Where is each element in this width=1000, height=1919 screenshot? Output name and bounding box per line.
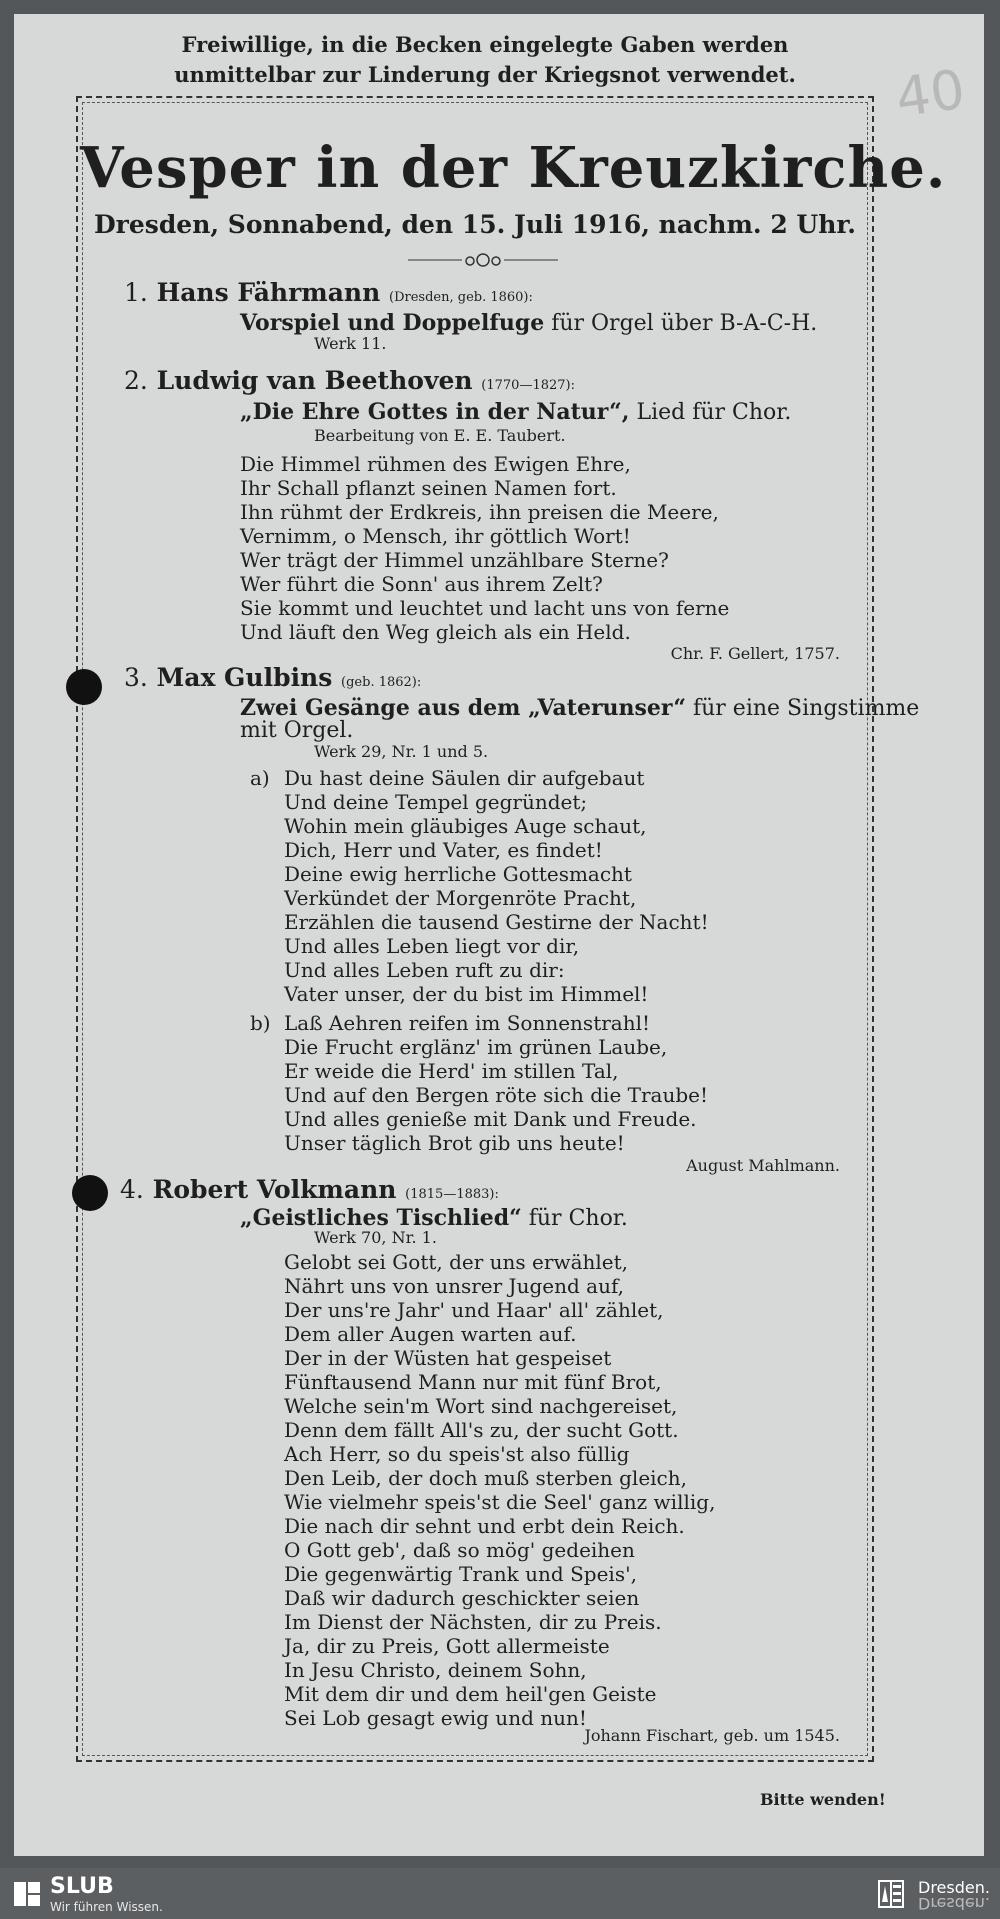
event-date-line: Dresden, Sonnabend, den 15. Juli 1916, nachm. 2 Uhr. [94, 210, 856, 239]
punch-hole [72, 1175, 108, 1211]
program-item-1-heading: 1. Hans Fährmann (Dresden, geb. 1860): [124, 278, 533, 307]
program-item-1-work: Vorspiel und Doppelfuge für Orgel über B-A-C-H. [240, 310, 818, 336]
part-b-label: b) [250, 1011, 271, 1035]
program-item-2-author: Chr. F. Gellert, 1757. [670, 644, 840, 663]
dresden-name-reflection: Dresden. [918, 1894, 990, 1913]
program-item-4-author: Johann Fischart, geb. um 1545. [584, 1726, 840, 1745]
program-item-4-verse: Gelobt sei Gott, der uns erwählet, Nährt uns von unsrer Jugend auf, Der uns're Jahr' und Haar' all' zählet, Dem aller Augen warten auf. Der in der Wüsten hat gespeiset Fünftausend Mann nur mit fünf Brot, Welche sein'm Wort sind nachgereiset, Denn dem fällt All's zu, der sucht Gott. Ach Herr, so du speis'st also füllig Den Leib, der doch muß sterben gleich, Wie vielmehr speis'st die Seel' ganz willig, Die nach dir sehnt und erbt dein Reich. O Gott geb', daß so mög' gedeihen Die gegenwärtig Trank und Speis', Daß wir dadurch geschickter seien Im Dienst der Nächsten, dir zu Preis. Ja, dir zu Preis, Gott allermeiste In Jesu Christo, deinem Sohn, Mit dem dir und dem heil'gen Geiste Sei Lob gesagt ewig und nun! [284, 1250, 716, 1730]
program-item-2-heading: 2. Ludwig van Beethoven (1770—1827): [124, 366, 575, 395]
composer-name: Robert Volkmann [152, 1175, 397, 1204]
composer-dates: (1815—1883): [405, 1187, 499, 1202]
ornament-divider-icon [408, 248, 558, 272]
composer-dates: (Dresden, geb. 1860): [389, 290, 533, 305]
composer-name: Ludwig van Beethoven [156, 366, 473, 395]
program-item-4-work: „Geistliches Tischlied“ für Chor. [240, 1205, 628, 1231]
handwritten-page-number: 40 [891, 57, 969, 130]
slub-name: SLUB [50, 1874, 114, 1899]
donation-notice [120, 30, 850, 90]
dresden-name: Dresden. [918, 1878, 990, 1897]
program-item-4-heading: 4. Robert Volkmann (1815—1883): [120, 1175, 499, 1204]
program-item-3-heading: 3. Max Gulbins (geb. 1862): [124, 663, 422, 692]
composer-name: Max Gulbins [156, 663, 333, 692]
program-item-4-opus: Werk 70, Nr. 1. [314, 1228, 437, 1247]
program-item-3-opus: Werk 29, Nr. 1 und 5. [314, 742, 489, 761]
program-item-2-verse: Die Himmel rühmen des Ewigen Ehre, Ihr Schall pflanzt seinen Namen fort. Ihn rühmt der Erdkreis, ihn preisen die Meere, Vernimm, o Mensch, ihr göttlich Wort! Wer trägt der Himmel unzählbare Sterne? Wer führt die Sonn' aus ihrem Zelt? Sie kommt und leuchtet und lacht uns von ferne Und läuft den Weg gleich als ein Held. [240, 452, 730, 644]
page-title: Vesper in der Kreuzkirche. [80, 135, 947, 201]
slub-logo-icon [12, 1880, 42, 1908]
footer-bar [0, 1868, 1000, 1919]
program-item-2-work: „Die Ehre Gottes in der Natur“, Lied für Chor. [240, 399, 792, 425]
notice-line-2: unmittelbar zur Linderung der Kriegsnot verwendet. [174, 62, 796, 87]
composer-dates: (1770—1827): [481, 378, 575, 393]
program-item-3-work: Zwei Gesänge aus dem „Vaterunser“ für eine Singstimme [240, 695, 920, 721]
program-item-1-opus: Werk 11. [314, 334, 387, 353]
punch-hole [66, 669, 102, 705]
dresden-crest-icon [878, 1880, 904, 1908]
slub-tagline: Wir führen Wissen. [50, 1900, 163, 1914]
notice-line-1: Freiwillige, in die Becken eingelegte Gaben werden [181, 32, 789, 57]
composer-dates: (geb. 1862): [341, 675, 422, 690]
composer-name: Hans Fährmann [156, 278, 381, 307]
part-a-label: a) [250, 766, 270, 790]
program-item-3-author: August Mahlmann. [686, 1156, 840, 1175]
program-item-3-part-b-verse: Laß Aehren reifen im Sonnenstrahl! Die Frucht erglänz' im grünen Laube, Er weide die Herd' im stillen Tal, Und auf den Bergen röte sich die Traube! Und alles genieße mit Dank und Freude. Unser täglich Brot gib uns heute! [284, 1011, 709, 1155]
program-item-3-part-a-verse: Du hast deine Säulen dir aufgebaut Und deine Tempel gegründet; Wohin mein gläubiges Auge schaut, Dich, Herr und Vater, es findet! Deine ewig herrliche Gottesmacht Verkündet der Morgenröte Pracht, Erzählen die tausend Gestirne der Nacht! Und alles Leben liegt vor dir, Und alles Leben ruft zu dir: Vater unser, der du bist im Himmel! [284, 766, 709, 1006]
program-item-2-arrangement: Bearbeitung von E. E. Taubert. [314, 426, 566, 445]
program-item-3-work-line-2: mit Orgel. [240, 718, 354, 743]
turn-page-note: Bitte wenden! [760, 1790, 886, 1809]
